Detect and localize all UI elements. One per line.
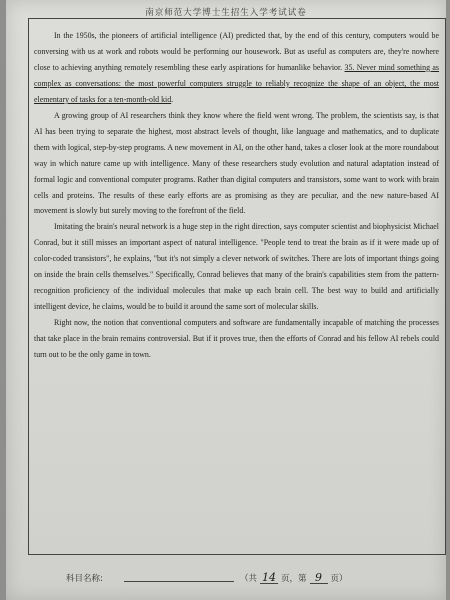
passage-body <box>34 28 439 363</box>
total-pages-value: 14 <box>262 571 277 584</box>
page-count <box>240 572 348 584</box>
paragraph-1-end: . <box>171 94 174 104</box>
current-page-value: 9 <box>310 573 328 584</box>
total-prefix: （共 <box>240 574 258 584</box>
paragraph-1 <box>34 28 439 108</box>
current-suffix: 页） <box>330 574 348 584</box>
question-35-underlined-sentence: 35. Never mind something as complex as conversations: the most powerful computers struggle to reliably recognize the shape of an object, the most elementary of tasks for a ten-month-old kid <box>34 62 439 104</box>
exam-header: 南京师范大学博士生招生入学考试试卷 <box>145 8 307 18</box>
paragraph-3: Imitating the brain's neural network is a huge step in the right direction, says computer scientist and biophysicist Michael Conrad, but it still misses an important aspect of natural intelligence. "People tend to treat the brain as if it were made up of color-coded transistors", he explains, "but it's not simply a clever network of switches. There are lots of important things going on inside the brain cells themselves." Specifically, Conrad believes that many of the brain's capabilities stem from the pattern-recognition proficiency of the individual molecules that make up each brain cell. The best way to build and artificially intelligent device, he claims, would be to build it around the same sort of molecular skills. <box>34 222 439 312</box>
paragraph-1-text: In the 1950s, the pioneers of artificial intelligence (AI) predicted that, by the end of this century, computers would be conversing with us at work and robots would be performing our housework. But as useful as computers are, they're nowhere close to achieving anything remotely resembling these early aspirations for humanlike behavior. <box>34 31 439 72</box>
total-suffix: 页，第 <box>281 574 307 584</box>
paragraph-2: A growing group of AI researchers think they know where the field went wrong. The problem, the scientists say, is that AI has been trying to separate the highest, most abstract levels of thought, like language and mathematics, and to duplicate them with logical, step-by-step programs. A new movement in AI, on the other hand, takes a closer look at the more roundabout way in which nature came up with intelligence. Many of these researchers study evolution and natural adaptation instead of formal logic and conventional computer programs. Rather than digital computers and transistors, some want to work with brain cells and proteins. The results of these early efforts are as promising as they are peculiar, and the new nature-based AI movement is slowly but surely moving to the forefront of the field. <box>34 110 439 216</box>
subject-name-label: 科目名称: <box>66 574 103 584</box>
paragraph-4: Right now, the notion that conventional computers and software are fundamentally incapable of matching the processes that take place in the brain remains controversial. But if it proves true, then the efforts of Conrad and his fellow AI rebels could turn out to be the only game in town. <box>34 318 439 360</box>
subject-name-blank <box>124 581 234 582</box>
exam-sheet <box>6 0 446 600</box>
